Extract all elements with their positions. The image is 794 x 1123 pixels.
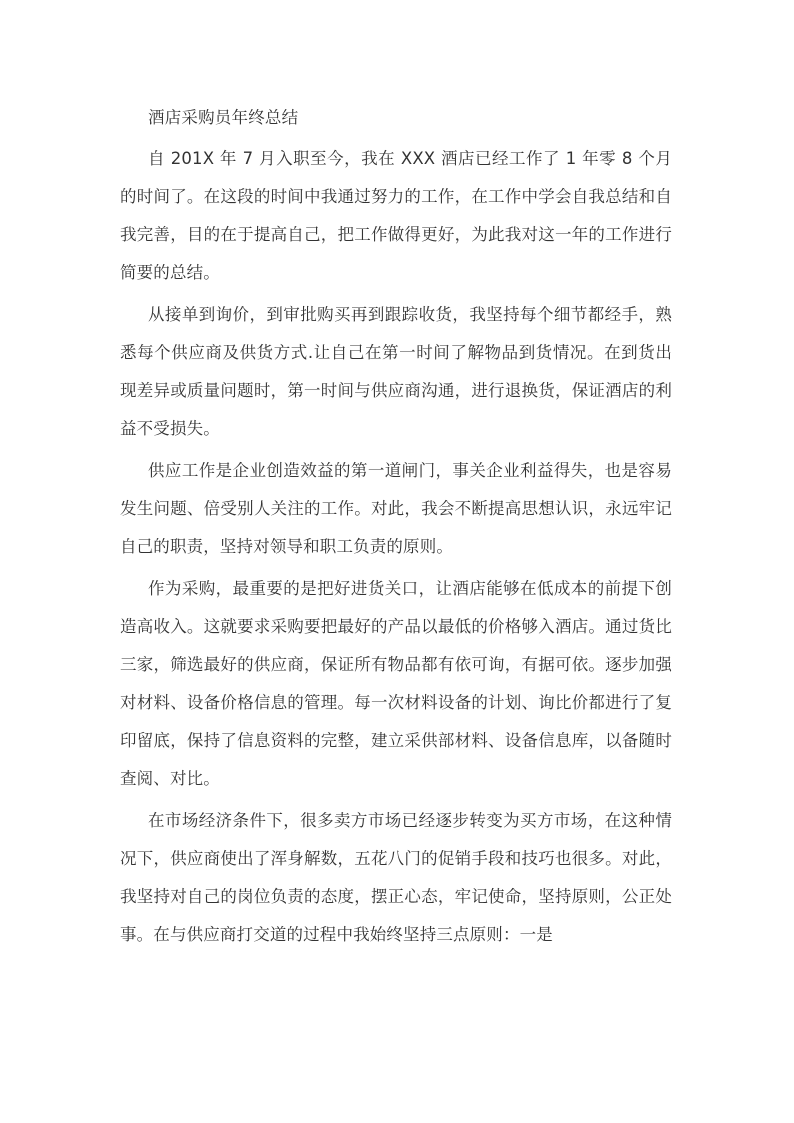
paragraph-2: 从接单到询价，到审批购买再到跟踪收货，我坚持每个细节都经手，熟悉每个供应商及供货方式.让自己在第一时间了解物品到货情况。在到货出现差异或质量问题时，第一时间与供应商沟通，进行退换货，保证酒店的利益不受损失。 xyxy=(120,305,672,438)
paragraph-4: 作为采购，最重要的是把好进货关口，让酒店能够在低成本的前提下创造高收入。这就要求采购要把最好的产品以最低的价格够入酒店。通过货比三家，筛选最好的供应商，保证所有物品都有依可询，有据可依。逐步加强对材料、设备价格信息的管理。每一次材料设备的计划、询比价都进行了复印留底，保持了信息资料的完整，建立采供部材料、设备信息库，以备随时查阅、对比。 xyxy=(120,579,672,788)
paragraph-1: 自 201X 年 7 月入职至今，我在 XXX 酒店已经工作了 1 年零 8 个月的时间了。在这段的时间中我通过努力的工作，在工作中学会自我总结和自我完善，目的在于提高自己，把工作做得更好，为此我对这一年的工作进行简要的总结。 xyxy=(120,149,672,282)
paragraph-5: 在市场经济条件下，很多卖方市场已经逐步转变为买方市场，在这种情况下，供应商使出了浑身解数，五花八门的促销手段和技巧也很多。对此，我坚持对自己的岗位负责的态度，摆正心态，牢记使命，坚持原则，公正处事。在与供应商打交道的过程中我始终坚持三点原则：一是 xyxy=(120,811,672,944)
document-title: 酒店采购员年终总结 xyxy=(148,108,299,127)
paragraph-3: 供应工作是企业创造效益的第一道闸门，事关企业利益得失，也是容易发生问题、倍受别人关注的工作。对此，我会不断提高思想认识，永远牢记自己的职责，坚持对领导和职工负责的原则。 xyxy=(120,461,672,556)
document-body xyxy=(120,104,672,958)
